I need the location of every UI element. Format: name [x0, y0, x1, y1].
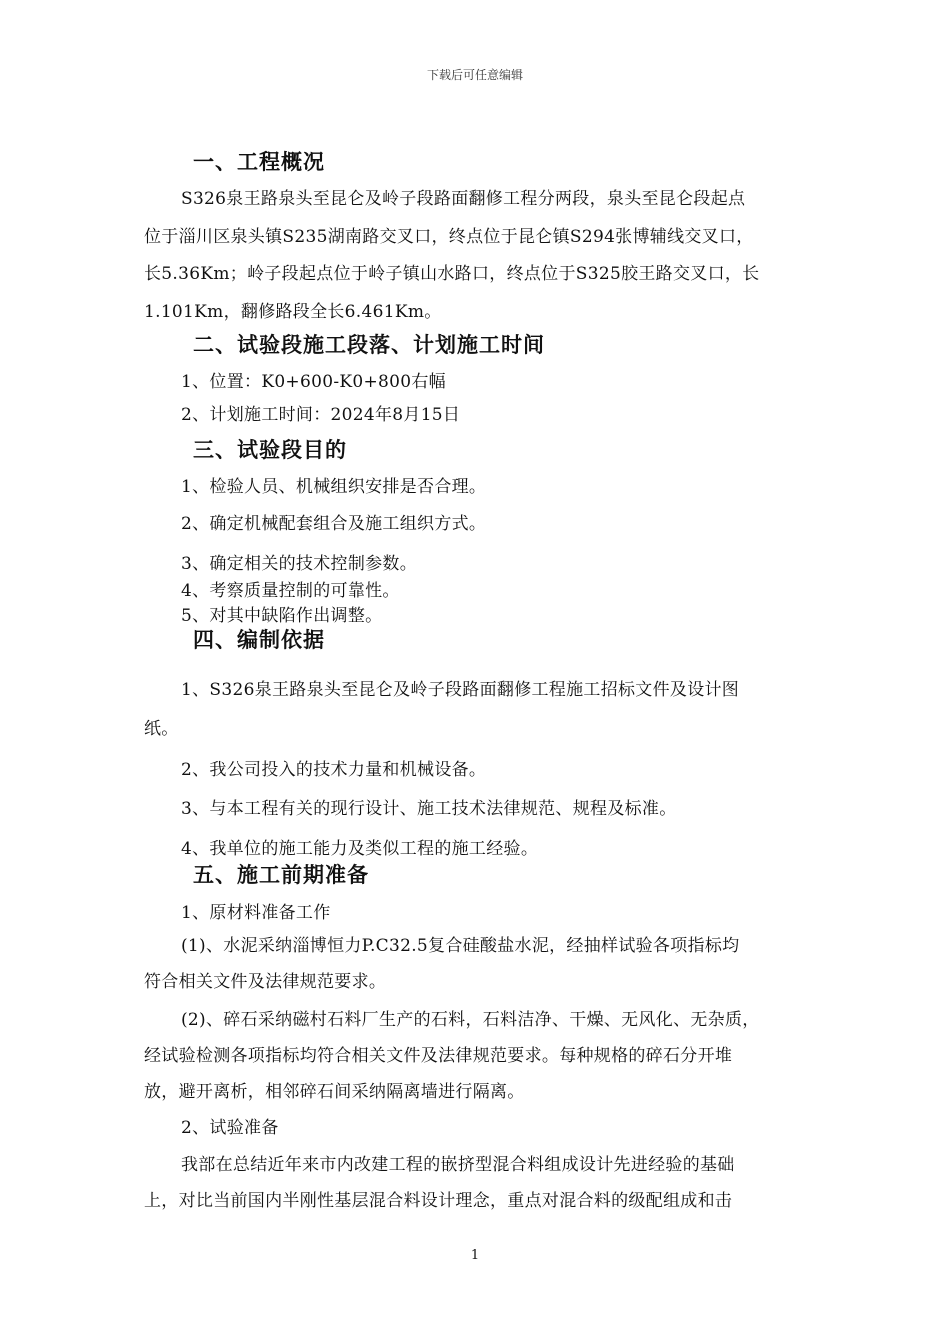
list-item: 3、与本工程有关的现行设计、施工技术法律规范、规程及标准。 [181, 799, 677, 819]
paragraph-line: S326泉王路泉头至昆仑及岭子段路面翻修工程分两段，泉头至昆仑段起点 [181, 189, 746, 209]
paragraph-line: 上，对比当前国内半刚性基层混合料设计理念，重点对混合料的级配组成和击 [144, 1191, 733, 1211]
paragraph-line: 放，避开离析，相邻碎石间采纳隔离墙进行隔离。 [144, 1082, 525, 1102]
list-item: 2、试验准备 [181, 1118, 279, 1138]
paragraph-line: 经试验检测各项指标均符合相关文件及法律规范要求。每种规格的碎石分开堆 [144, 1046, 733, 1066]
list-item: 2、我公司投入的技术力量和机械设备。 [181, 760, 487, 780]
section-heading-purpose: 三、试验段目的 [193, 438, 347, 462]
section-heading-schedule: 二、试验段施工段落、计划施工时间 [193, 333, 545, 357]
section-heading-preparation: 五、施工前期准备 [193, 863, 369, 887]
list-item: 4、我单位的施工能力及类似工程的施工经验。 [181, 839, 539, 859]
paragraph-line: 长5.36Km；岭子段起点位于岭子镇山水路口，终点位于S325胶王路交叉口，长 [144, 264, 760, 284]
list-item: 1、检验人员、机械组织安排是否合理。 [181, 477, 487, 497]
paragraph-line: 1.101Km，翻修路段全长6.461Km。 [144, 302, 442, 322]
paragraph-line: 符合相关文件及法律规范要求。 [144, 972, 387, 992]
paragraph-line: (2)、碎石采纳磁村石料厂生产的石料，石料洁净、干燥、无风化、无杂质， [181, 1010, 760, 1030]
list-item: 2、确定机械配套组合及施工组织方式。 [181, 514, 487, 534]
section-heading-basis: 四、编制依据 [193, 628, 325, 652]
paragraph-line: 纸。 [144, 719, 179, 739]
list-item: 5、对其中缺陷作出调整。 [181, 606, 383, 626]
list-item: 4、考察质量控制的可靠性。 [181, 581, 400, 601]
list-item: 3、确定相关的技术控制参数。 [181, 554, 418, 574]
list-item: 1、S326泉王路泉头至昆仑及岭子段路面翻修工程施工招标文件及设计图 [181, 680, 740, 700]
list-item: 1、位置：K0+600-K0+800右幅 [181, 372, 446, 392]
header-note: 下载后可任意编辑 [426, 68, 523, 82]
list-item: 1、原材料准备工作 [181, 903, 331, 923]
paragraph-line: 我部在总结近年来市内改建工程的嵌挤型混合料组成设计先进经验的基础 [181, 1155, 735, 1175]
paragraph-line: (1)、水泥采纳淄博恒力P.C32.5复合硅酸盐水泥，经抽样试验各项指标均 [181, 936, 740, 956]
paragraph-line: 位于淄川区泉头镇S235湖南路交叉口，终点位于昆仑镇S294张博辅线交叉口， [144, 227, 754, 247]
page-number: 1 [470, 1248, 480, 1263]
section-heading-overview: 一、工程概况 [193, 150, 325, 174]
list-item: 2、计划施工时间：2024年8月15日 [181, 405, 461, 425]
